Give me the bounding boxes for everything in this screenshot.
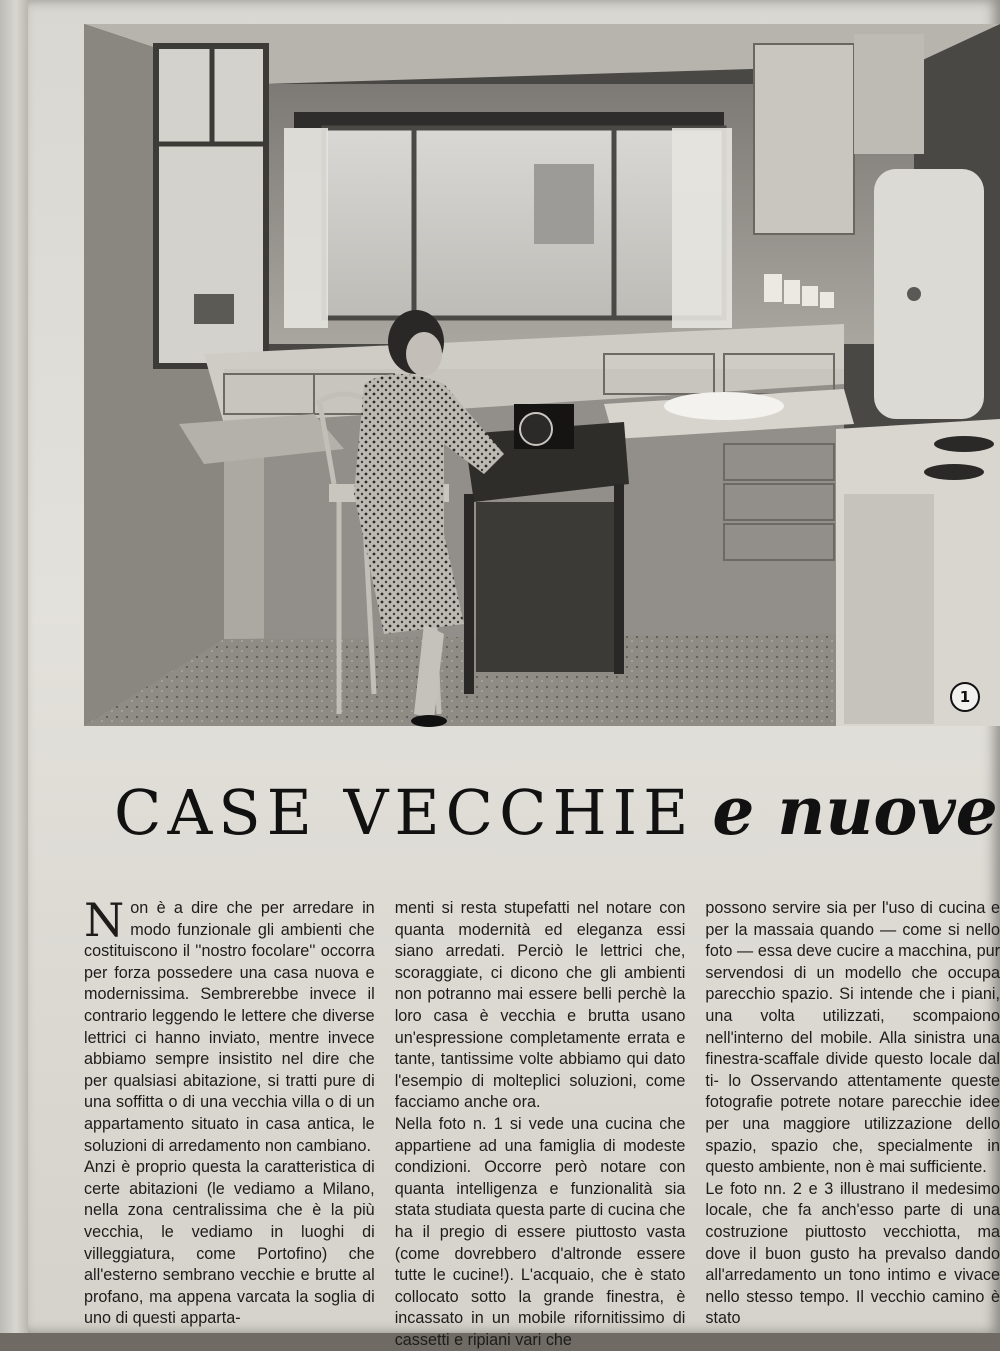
article-paragraph: menti si resta stupefatti nel notare con quanta modernità ed eleganza essi siano arredati. Perciò le lettrici che, scoraggiate, ci dicono che gli ambienti non potranno mai essere belli perchè la loro casa è vecchia e brutta usano un'espressione completamente errata e tante, tantissime volte abbiamo qui dato l'esempio di molteplici soluzioni, come facciamo anche ora. (394, 899, 686, 1112)
article-column-3 (705, 898, 1000, 1333)
article-paragraph: Nella foto n. 1 si vede una cucina che appartiene ad una famiglia di modeste condizioni. Occorre però notare con quanta intelligenza e funzionalità sia stata studiata questa parte di cucina che ha il pregio di essere piuttosto vasta (come dovrebbero d'altronde essere tutte le cucine!). L'acquaio, che è stato collocato sotto la grande finestra, è incassato in un mobile rifornitissimo di cassetti e ripiani vari che (394, 1114, 686, 1349)
kitchen-photo (84, 24, 1000, 726)
article-paragraph: possono servire sia per l'uso di cucina e per la massaia quando — come si nello foto — essa deve cucire a macchina, pur servendosi di un modello che occupa parecchio spazio. Si intende che i piani, una volta utilizzati, scompaiono nell'interno del mobile. Alla sinistra una finestra-scaffale divide questo locale dal ti- lo Osservando attentamente queste fotografie potrete notare parecchie idee per una maggiore utilizzazione dello spazio, spazio che, specialmente in questo ambiente, non è mai sufficiente. (705, 899, 1000, 1177)
article-columns (84, 893, 1000, 1349)
drop-cap: N (84, 893, 125, 947)
article-paragraph: on è a dire che per arredare in modo funzionale gli ambienti che costituiscono il ''nostro focolare'' occorra per forza possedere una casa nuova e modernissima. Sembrerebbe invece il contrario leggendo le lettere che diverse lettrici ci hanno inviato, mentre invece abbiamo sempre insistito nel dire che per qualsiasi abitazione, si tratti pure di una soffitta o di una vecchia villa o di un appartamento situato in casa antica, le soluzioni di arredamento non cambiano. (84, 899, 375, 1155)
photo-number-badge: 1 (950, 682, 980, 712)
article-paragraph: Le foto nn. 2 e 3 illustrano il medesimo locale, che fa anch'esso parte di una costruzione piuttosto vecchiotta, ma dove il buon gusto ha prevalso dando all'arredamento un tono intimo e vivace nello stesso tempo. Il vecchio camino è stato (705, 1179, 1000, 1328)
article-column-2 (394, 898, 686, 1349)
headline-part2: e nuove (712, 772, 998, 850)
article-paragraph: Anzi è proprio questa la caratteristica di certe abitazioni (le vediamo a Milano, nella zona centralissima che è la più vecchia, le vediamo in luoghi di villeggiatura, come Portofino) che all'esterno sembrano vecchie e brutte al profano, ma appena varcata la soglia di uno di questi apparta- (84, 1158, 375, 1328)
article-column-1 (84, 893, 375, 1333)
headline-part1: CASE VECCHIE (114, 776, 695, 849)
magazine-page (28, 0, 1000, 1349)
kitchen-illustration (84, 24, 1000, 726)
headline (114, 772, 998, 862)
